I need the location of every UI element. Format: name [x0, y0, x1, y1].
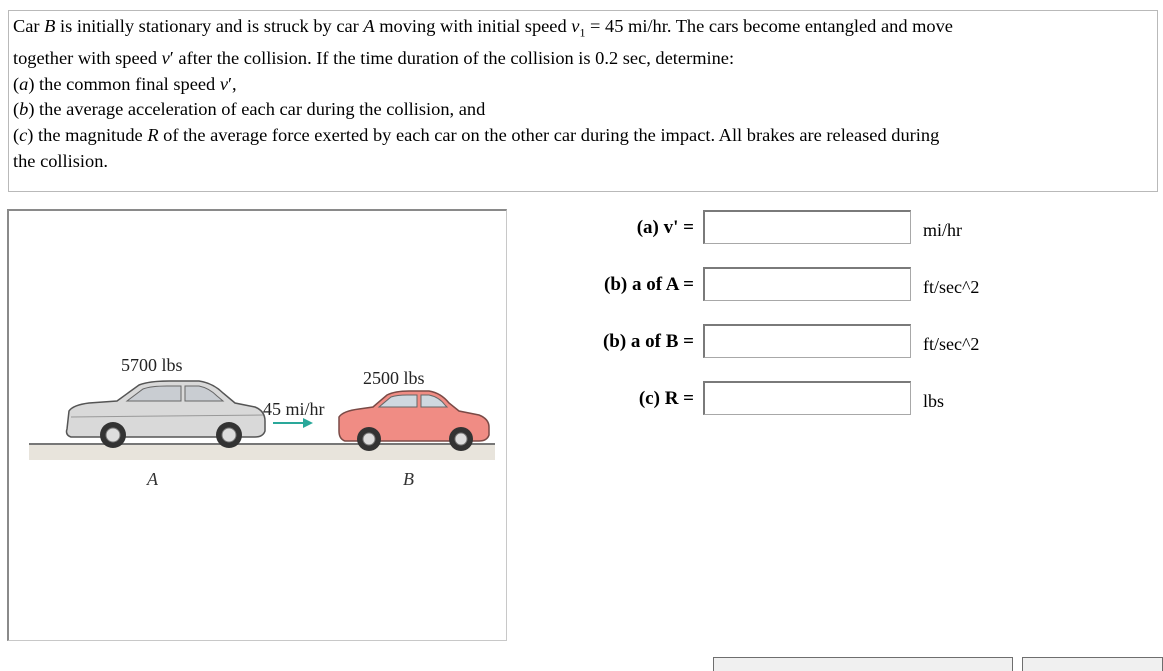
problem-line-1: Car B is initially stationary and is struck by car A moving with initial speed $v_1 = 45$ mi/hr. The cars become entangled and move — [13, 16, 953, 40]
part-b-text: (b) the average acceleration of each car during the collision, and — [13, 99, 486, 120]
velocity-arrow — [273, 418, 313, 428]
secondary-button[interactable] — [1022, 657, 1163, 671]
answer-row-v-prime — [520, 210, 1160, 246]
part-a-text: (a) the common final speed v′, — [13, 73, 237, 94]
answer-row-accel-a — [520, 267, 1160, 303]
unit-accel-b: ft/sec^2 — [923, 334, 980, 354]
submit-button[interactable] — [713, 657, 1013, 671]
accel-a-input[interactable] — [703, 267, 911, 301]
unit-v-prime: mi/hr — [923, 220, 962, 240]
part-c-text-cont: the collision. — [13, 150, 109, 171]
car-b-weight: 2500 lbs — [363, 368, 425, 388]
unit-accel-a: ft/sec^2 — [923, 277, 980, 297]
answer-label-accel-b: (b) a of B = — [602, 331, 694, 352]
speed-label: 45 mi/hr — [263, 399, 325, 419]
car-a-weight: 5700 lbs — [121, 355, 183, 375]
car-b-illustration — [339, 391, 489, 451]
answer-label-accel-a: (b) a of A = — [604, 274, 694, 295]
answer-label-v-prime: (a) v' = — [636, 217, 694, 238]
problem-line-2: together with speed v′ after the collision. If the time duration of the collision is 0.2 sec, determine: — [13, 48, 735, 69]
answer-row-force-r — [520, 381, 1160, 417]
answer-label-force-r: (c) R = — [638, 388, 694, 409]
answer-row-accel-b — [520, 324, 1160, 360]
car-a-label: A — [147, 469, 158, 489]
unit-force-r: lbs — [923, 391, 945, 411]
car-b-label: B — [403, 469, 414, 489]
accel-b-input[interactable] — [703, 324, 911, 358]
part-c-text: (c) the magnitude R of the average force exerted by each car on the other car during the impact. All brakes are released during — [13, 125, 940, 146]
ground — [29, 444, 495, 460]
v-prime-input[interactable] — [703, 210, 911, 244]
car-a-illustration — [67, 381, 266, 448]
problem-statement — [8, 10, 1158, 192]
force-r-input[interactable] — [703, 381, 911, 415]
figure-panel — [7, 209, 507, 641]
collision-figure — [9, 211, 505, 639]
